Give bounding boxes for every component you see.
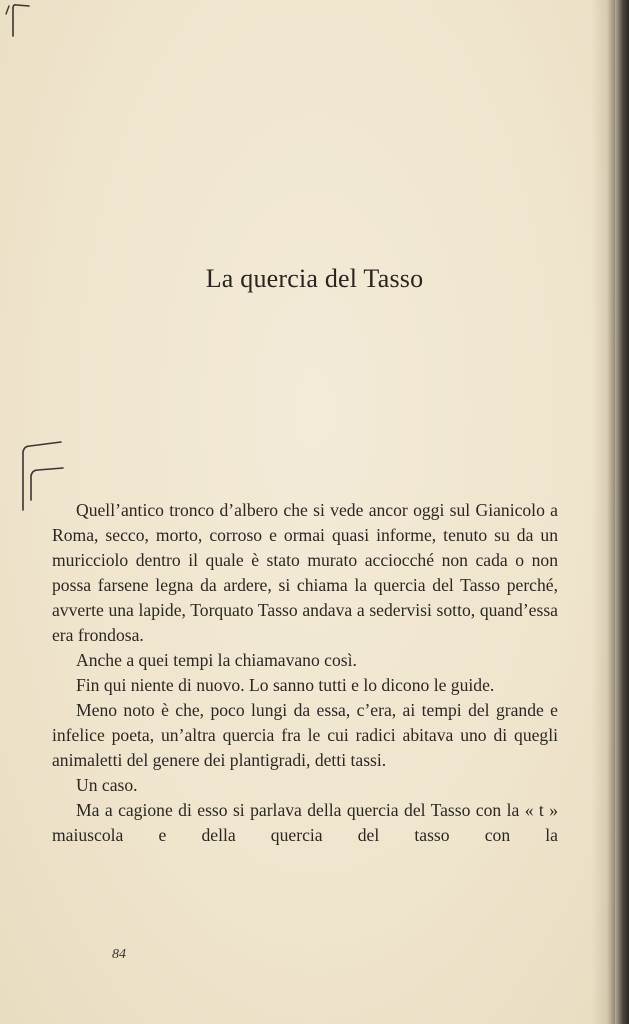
paragraph: Ma a cagione di esso si parlava della quercia del Tasso con la « t » maiuscola e della quercia del tasso con la	[52, 800, 558, 845]
book-spine-shadow	[615, 0, 629, 1024]
body-text	[52, 498, 558, 848]
page-number: 84	[112, 947, 126, 962]
paragraph: Quell’antico tronco d’albero che si vede ancor oggi sul Gianicolo a Roma, secco, morto, corroso e ormai quasi informe, tenuto su da un muricciolo dentro il quale è stato murato acciocché non cada o non possa farsene legna da ardere, si chiama la quercia del Tasso perché, avverte una lapide, Torquato Tasso andava a sedervisi sotto, quand’essa era frondosa.	[52, 500, 558, 645]
paragraph: Anche a quei tempi la chiamavano così.	[76, 650, 357, 670]
paragraph: Un caso.	[76, 775, 138, 795]
chapter-title: La quercia del Tasso	[205, 264, 424, 293]
paragraph: Meno noto è che, poco lungi da essa, c’era, ai tempi del grande e infelice poeta, un’altra quercia fra le cui radici abitava uno di quegli animaletti del genere dei plantigradi, detti tassi.	[52, 700, 558, 770]
handwritten-bracket-mark-icon	[3, 0, 31, 40]
paragraph: Fin qui niente di nuovo. Lo sanno tutti e lo dicono le guide.	[76, 675, 495, 695]
